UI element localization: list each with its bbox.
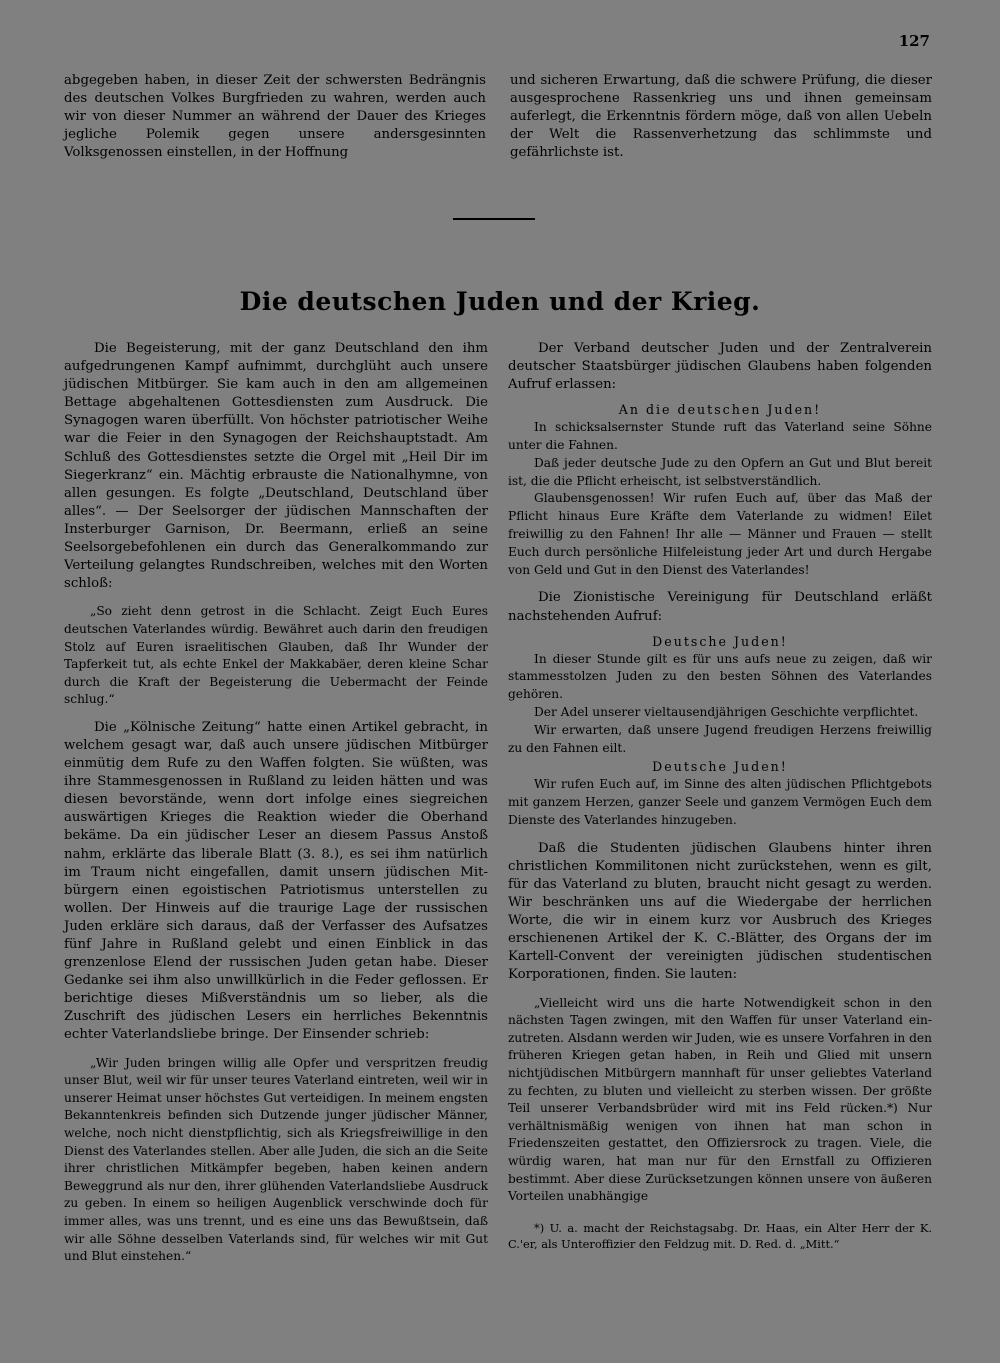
top-left-column: [64, 72, 486, 162]
appeal-2-line-2: Der Adel unserer vieltausendjährigen Geschichte verpflichtet.: [534, 705, 919, 720]
right-paragraph-2: Die Zionistische Vereinigung für Deutschland erläßt nachstehenden Aufruf:: [508, 590, 932, 624]
left-quote-1: „So zieht denn getrost in die Schlacht. Zeigt Euch Eures deutschen Vaterlandes würdig. Bewähret auch darin den freudigen Stolz auf Euren israelitischen Glauben, daß Ihr Wunder der Tapferkeit tut, als echte Enkel der Makkabäer, deren kleine Schar durch die Kraft der Begeisterung die Uebermacht der Feinde schlug.“: [64, 604, 488, 707]
appeal-1-line-1: In schicksalsernster Stunde ruft das Vaterland seine Söhne unter die Fahnen.: [508, 420, 932, 453]
appeal-2-line-1: In dieser Stunde gilt es für uns aufs neue zu zeigen, daß wir stammesstolzen Juden zu den besten Söhnen des Vaterlandes gehören.: [508, 651, 932, 702]
top-right-paragraph: und sicheren Erwartung, daß die schwere Prüfung, die dieser ausgesprochene Rassenkrieg uns und ihnen gemeinsam auferlegt, die Erkenntnis fördern möge, daß von allen Uebeln der Welt die Rassenverhetzung das schlimmste und gefährlichste ist.: [510, 73, 932, 161]
right-paragraph-3: Daß die Studenten jüdischen Glaubens hinter ihren christlichen Kommilitonen nicht zurückstehen, wenn es gilt, für das Vaterland zu bluten, braucht nicht gesagt zu werden. Wir beschränken uns auf die Wiedergabe der herrlichen Worte, die wir in einem kurz vor Ausbruch des Krieges erschienenen Artikel der K. C.-Blätter, des Organs der im Kartell-Convent der vereinigten jüdischen studentischen Korporationen, finden. Sie lauten:: [508, 840, 932, 983]
top-right-column: [510, 72, 932, 162]
footnote: *) U. a. macht der Reichstagsabg. Dr. Haas, ein Alter Herr der K. C.'er, als Unteroffizier den Feldzug mit. D. Red. d. „Mitt.“: [508, 1220, 932, 1251]
appeal-heading-3: Deutsche Juden!: [652, 759, 788, 775]
top-columns: [64, 72, 932, 162]
left-paragraph-2: Die „Kölnische Zeitung“ hatte einen Artikel gebracht, in welchem gesagt war, daß auch unsere jüdischen Mitbürger einmütig dem Rufe zu den Waffen folgten. Sie wüßten, was ihre Stammesgenossen in Rußland zu leiden hätten und was diesen bevorstände, wenn dort infolge eines siegreichen auswärtigen Krieges die Reaktion wieder die Oberhand bekäme. Da ein jüdischer Leser an diesem Passus Anstoß nahm, erklärte das liberale Blatt (3. 8.), es sei ihm natürlich im Traum nicht eingefallen, damit unsern jüdischen Mitbürgern einen egoistischen Patriotismus unterstellen zu wollen. Der Hinweis auf die traurige Lage der russischen Juden erkläre sich daraus, daß der Verfasser des Aufsatzes fünf Jahre in Rußland gelebt und einen Einblick in das grenzenlose Elend der russischen Juden getan habe. Dieser Gedanke sei ihm also unwillkürlich in die Feder geflossen. Er berichtige dieses Mißverständnis um so lieber, als die Zuschrift des jüdischen Lesers ein herrliches Bekenntnis echter Vaterlandsliebe bringe. Der Einsender schrieb:: [64, 719, 488, 1043]
appeal-heading-2: Deutsche Juden!: [652, 633, 788, 649]
article-title: Die deutschen Juden und der Krieg.: [239, 287, 761, 316]
left-paragraph-1: Die Begeisterung, mit der ganz Deutschland den ihm aufgedrungenen Kampf aufnimmt, durchglüht auch unsere jüdischen Mitbürger. Sie kam auch in den am allgemeinen Bettage abgehaltenen Gottesdiensten zum Ausdruck. Die Synagogen waren überfüllt. Von höchster patriotischer Weihe war die Feier in den Synagogen der Reichshauptstadt. Am Schluß des Gottesdienstes setzte die Orgel mit „Heil Dir im Siegerkranz“ ein. Mächtig erbrauste die Nationalhymne, von allen gesungen. Es folgte „Deutschland, Deutschland über alles“. — Der Seelsorger der jüdischen Mannschaften der Insterburger Garnison, Dr. Beermann, erließ an seine Seelsorgebefohlenen ein durch das Generalkommando zur Verteilung gelangtes Rundschreiben, welches mit den Worten schloß:: [64, 341, 488, 592]
appeal-2-line-4: Wir rufen Euch auf, im Sinne des alten jüdischen Pflichtgebots mit ganzem Herzen, ganzer Seele und ganzem Vermögen Euch dem Dienste des Vaterlandes hinzugeben.: [508, 777, 932, 828]
left-quote-2: „Wir Juden bringen willig alle Opfer und verspritzen freudig unser Blut, weil wir für unser teures Vaterland eintreten, weil wir in unserer Heimat unser höchstes Gut verteidigen. In meinem engsten Bekanntenkreis befinden sich Dutzende junger jüdischer Männer, welche, noch nicht dienstpflichtig, sich als Kriegsfreiwillige in den Dienst des Vaterlandes stellen. Aber alle Juden, die sich an die Seite ihrer christlichen Mitkämpfer begeben, haben keinen andern Beweggrund als nur den, ihrer glühenden Vaterlandsliebe Ausdruck zu geben. In einem so heiligen Augenblick verschwinde doch für immer alles, was uns trennt, und es eine uns das Bewußtsein, daß wir alle Söhne desselben Vaterlands sind, für welches wir mit Gut und Blut einstehen.“: [64, 1055, 488, 1264]
appeal-heading-1: An die deutschen Juden!: [618, 402, 822, 418]
article-columns: [64, 340, 932, 1266]
right-paragraph-1: Der Verband deutscher Juden und der Zentralverein deutscher Staatsbürger jüdischen Glaubens haben folgenden Aufruf erlassen:: [508, 341, 932, 393]
article-right-column: [508, 340, 932, 1266]
appeal-2-line-3: Wir erwarten, daß unsere Jugend freudigen Herzens freiwillig zu den Fahnen eilt.: [508, 722, 932, 755]
right-quote: „Vielleicht wird uns die harte Notwendigkeit schon in den nächsten Tagen zwingen, mit den Waffen für unser Vaterland einzutreten. Alsdann werden wir Juden, wie es unsere Vorfahren in den früheren Kriegen getan haben, in Reih und Glied mit unsern nichtjüdischen Mitbürgern mannhaft für unser geliebtes Vaterland zu fechten, zu bluten und vielleicht zu sterben wissen. Der größte Teil unserer Verbandsbrüder wird mit ins Feld rücken.*) Nur verhältnismäßig wenigen von ihnen hat man schon in Friedenszeiten gestattet, den Offiziersrock zu tragen. Viele, die würdig waren, hat man nur für den Ernstfall zu Offizieren bestimmt. Aber diese Zurücksetzungen können unsere von äußeren Vorteilen unabhängige: [508, 995, 932, 1204]
page-number: 127: [898, 32, 930, 50]
article-left-column: [64, 340, 488, 1266]
appeal-1-line-2: Daß jeder deutsche Jude zu den Opfern an Gut und Blut bereit ist, die die Pflicht erheischt, ist selbstverständlich.: [508, 455, 932, 488]
top-left-paragraph: abgegeben haben, in dieser Zeit der schwersten Bedrängnis des deutschen Volkes Burgfrieden zu wahren, werden auch wir von dieser Nummer an während der Dauer des Krieges jegliche Polemik gegen unsere andersgesinnten Volksgenossen einstellen, in der Hoffnung: [64, 73, 486, 161]
appeal-1-line-3: Glaubensgenossen! Wir rufen Euch auf, über das Maß der Pflicht hinaus Eure Kräfte dem Vaterlande zu widmen! Eilet freiwillig zu den Fahnen! Ihr alle — Männer und Frauen — stellt Euch durch persönliche Hilfeleistung jeder Art und durch Hergabe von Geld und Gut in den Dienst des Vaterlandes!: [508, 491, 932, 577]
section-divider: [453, 218, 535, 220]
